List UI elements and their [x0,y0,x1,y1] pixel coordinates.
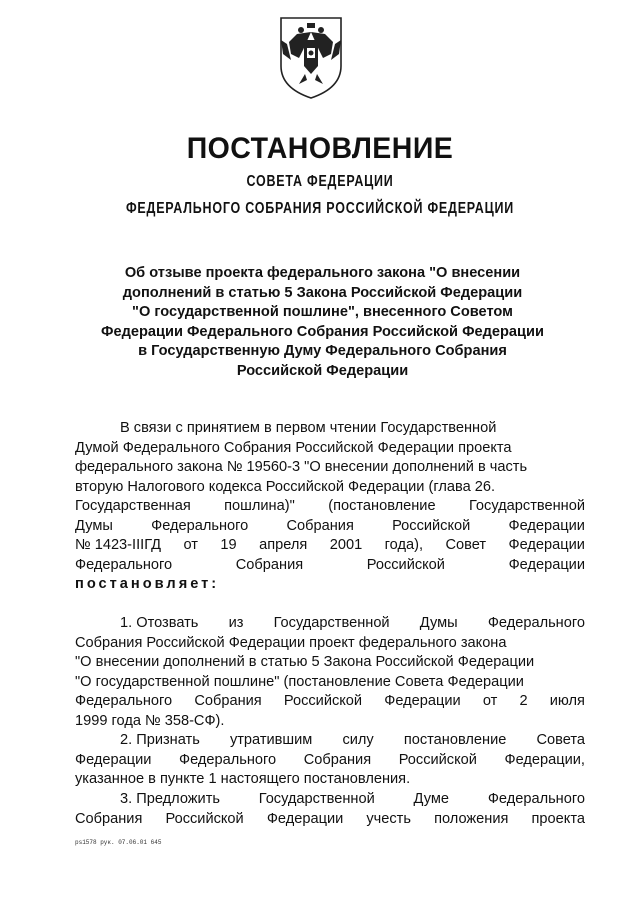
subject-line: в Государственную Думу Федерального Собрания [138,343,507,359]
word: из [228,615,244,631]
word: Федерации [266,810,344,827]
word: Российской [165,810,244,827]
word: Думе [413,791,450,807]
item-line [75,692,585,712]
word: Федерации [75,751,152,768]
preamble-line [75,517,585,537]
item-1-paragraph [75,614,585,731]
subject-line: "О государственной пошлине", внесенного Советом [132,304,513,320]
document-title: ПОСТАНОВЛЕНИЕ [186,132,454,165]
word: Федерации [384,693,461,709]
word: Собрания [286,517,354,534]
word: Совета [536,732,585,748]
item-line: указанное в пункте 1 настоящего постановления. [75,771,411,787]
word: Собрания [194,693,262,709]
item-line [75,614,585,634]
word: Государственная [75,498,191,514]
item-line: 1999 года № 358-СФ). [75,712,225,729]
word: Собрания [75,810,143,827]
preamble-line: вторую Налогового кодекса Российской Федерации (глава 26. [75,478,496,495]
item-line: Собрания Российской Федерации проект федерального закона [75,634,507,651]
word: Федерального [179,751,277,768]
subject-line: Федерации Федерального Собрания Российской Федерации [101,323,544,340]
item-line [75,731,585,751]
item-line [75,751,585,771]
word: Российской [392,517,471,534]
word: 19 [220,537,237,553]
word: Федерации [508,556,585,573]
double-headed-eagle-emblem-icon [275,14,347,100]
word: от [183,537,198,553]
word: Федерального [75,693,173,709]
word: Государственной [469,498,585,514]
subject-line: Об отзыве проекта федерального закона "О внесении [124,265,521,281]
word: 1. Отозвать [120,615,199,631]
word: Федерального [487,791,585,807]
word: Думы [419,615,458,631]
item-line [75,790,585,810]
word: Федерации [508,517,585,534]
word: Государственной [258,791,375,807]
resolves-word: постановляет: [75,576,220,592]
word: положения [434,810,509,827]
word: от [482,693,498,709]
word: Государственной [273,615,390,631]
issuer-line-2: ФЕДЕРАЛЬНОГО СОБРАНИЯ РОССИЙСКОЙ ФЕДЕРАЦИИ [125,200,515,217]
preamble-line [75,556,585,576]
word: Собрания [303,751,372,768]
preamble-line [75,536,585,556]
word: Федерации [508,537,585,553]
word: учесть [366,810,411,827]
item-3-paragraph [75,790,585,829]
word: 2001 [329,537,363,553]
word: 2. Признать [120,732,200,748]
word: апреля [259,537,308,553]
word: (постановление [328,498,436,514]
word: проекта [531,810,585,827]
word: Федерального [151,517,249,534]
word: постановление [403,732,507,748]
word: Думы [75,517,113,534]
word: Собрания [235,556,304,573]
item-2-paragraph [75,731,585,790]
word: года), [384,537,424,553]
document-subject [70,264,575,381]
word: 2 [519,693,528,709]
item-line: "О внесении дополнений в статью 5 Закона Российской Федерации [75,654,535,670]
word: Совет [445,537,487,553]
subject-line: Российской Федерации [236,362,409,379]
preamble-line [75,497,585,517]
preamble-line: В связи с принятием в первом чтении Государственной [120,420,497,436]
word: пошлина)" [224,498,295,514]
preamble-paragraph [75,419,585,595]
issuer-line-1: СОВЕТА ФЕДЕРАЦИИ [246,173,394,190]
item-line [75,810,585,830]
item-line: "О государственной пошлине" (постановление Совета Федерации [75,673,524,690]
subject-line: дополнений в статью 5 Закона Российской Федерации [122,284,523,301]
word: Федерации, [504,751,585,768]
word: 3. Предложить [120,791,220,807]
word: Российской [283,693,363,709]
word: силу [342,732,374,748]
word: утратившим [229,732,313,748]
word: Федерального [75,556,173,573]
word: июля [549,693,585,709]
word: Российской [398,751,477,768]
preamble-line: федерального закона № 19560-3 "О внесении дополнений в часть [75,459,528,475]
resolution-number: № 1423-IIIГД [75,537,162,553]
preamble-line: Думой Федерального Собрания Российской Федерации проекта [75,439,512,456]
word: Федерального [487,615,585,631]
word: Российской [366,556,445,573]
document-code: ps1578 рук. 07.06.01 645 [75,839,162,846]
